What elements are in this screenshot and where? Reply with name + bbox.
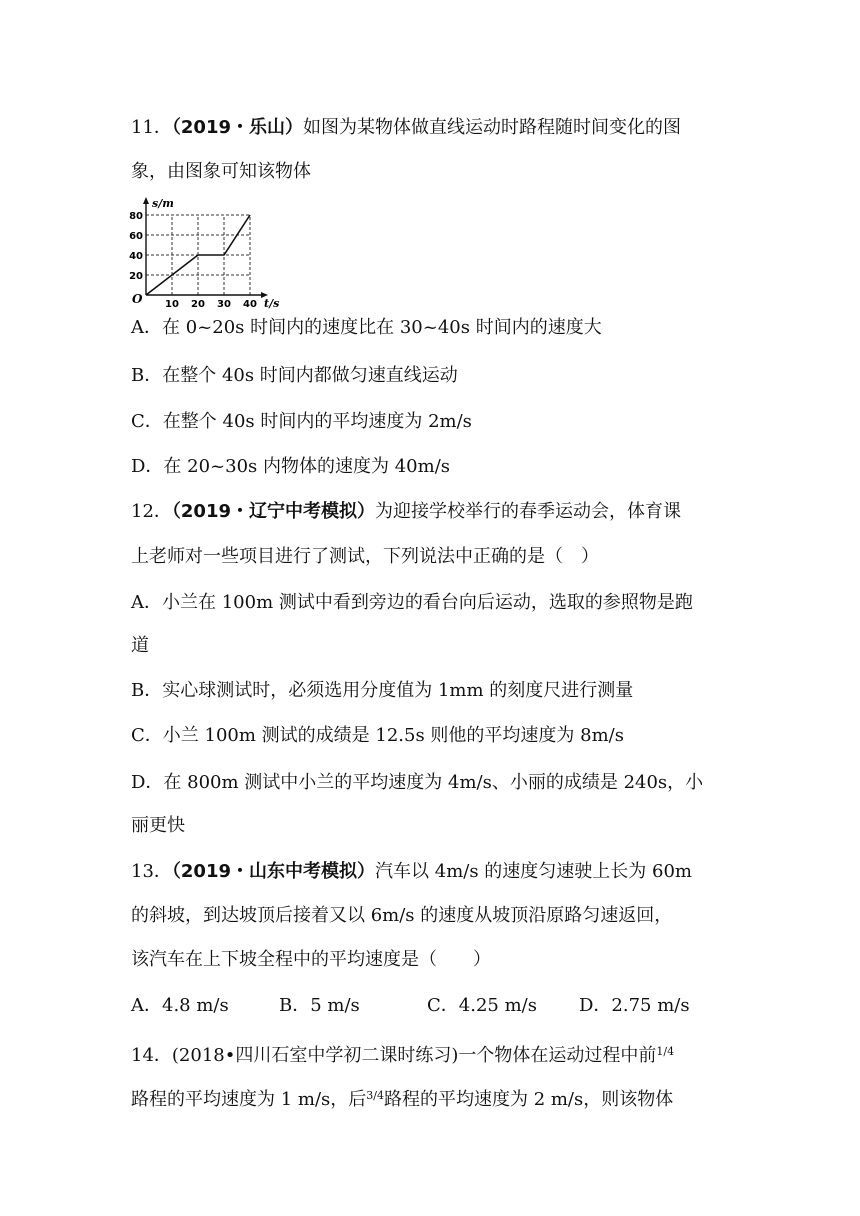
q14-stem-text: 一个物体在运动过程中前	[458, 1045, 657, 1066]
y-tick-label-80: 80	[129, 211, 143, 222]
q11-stem-text: 如图为某物体做直线运动时路程随时间变化的图	[303, 117, 682, 138]
q11-source: （2019・乐山）	[171, 117, 304, 138]
distance-time-graph	[128, 190, 288, 312]
q13-option-a: A．4.8 m/s	[131, 995, 229, 1016]
q14-source: (2018•四川石室中学初二课时练习)	[171, 1045, 459, 1066]
q14-stem-text-2b: 路程的平均速度为 2 m/s，则该物体	[383, 1089, 674, 1110]
q12-stem-line-2: 上老师对一些项目进行了测试，下列说法中正确的是（ ）	[131, 546, 599, 567]
q12-option-a-line-2: 道	[131, 635, 149, 656]
x-axis-label: t/s	[264, 297, 280, 310]
q14-fraction-one-quarter: 1/4	[656, 1045, 675, 1058]
q13-number: 13．	[131, 861, 172, 882]
y-axis-label: s/m	[152, 197, 174, 210]
origin-label: O	[132, 292, 143, 306]
q12-option-b: B．实心球测试时，必须选用分度值为 1mm 的刻度尺进行测量	[131, 680, 634, 701]
y-tick-label-40: 40	[129, 251, 143, 262]
q11-option-a: A．在 0~20s 时间内的速度比在 30~40s 时间内的速度大	[131, 317, 602, 338]
q13-option-b: B．5 m/s	[279, 995, 360, 1016]
q12-stem-text: 为迎接学校举行的春季运动会，体育课	[375, 501, 682, 522]
q11-option-d: D．在 20~30s 内物体的速度为 40m/s	[131, 456, 450, 477]
q14-stem-line-2	[131, 1084, 673, 1112]
q13-stem-line-1	[131, 860, 692, 884]
q14-number: 14．	[131, 1045, 172, 1066]
q12-option-a-line-1: A．小兰在 100m 测试中看到旁边的看台向后运动，选取的参照物是跑	[131, 592, 693, 613]
q12-source: （2019・辽宁中考模拟）	[171, 501, 376, 522]
q13-source: （2019・山东中考模拟）	[171, 861, 376, 882]
q13-stem-line-3: 该汽车在上下坡全程中的平均速度是（ ）	[131, 949, 491, 970]
q12-option-d-line-1: D．在 800m 测试中小兰的平均速度为 4m/s、小丽的成绩是 240s，小	[131, 772, 704, 793]
q13-options	[131, 994, 690, 1018]
y-tick-label-60: 60	[129, 231, 143, 242]
q14-fraction-three-quarters: 3/4	[366, 1089, 384, 1102]
q14-stem-line-1	[131, 1040, 674, 1068]
q12-option-d-line-2: 丽更快	[131, 815, 185, 836]
q13-option-c: C．4.25 m/s	[427, 995, 537, 1016]
x-tick-label-20: 20	[191, 299, 205, 310]
q12-number: 12．	[131, 501, 172, 522]
q13-stem-text: 汽车以 4m/s 的速度匀速驶上长为 60m	[375, 861, 692, 882]
y-tick-label-20: 20	[129, 271, 143, 282]
q11-stem-line-1	[131, 116, 681, 140]
q13-option-d: D．2.75 m/s	[579, 995, 690, 1016]
x-tick-label-10: 10	[165, 299, 179, 310]
q13-stem-line-2: 的斜坡，到达坡顶后接着又以 6m/s 的速度从坡顶沿原路匀速返回，	[131, 905, 673, 926]
x-tick-label-30: 30	[217, 299, 231, 310]
q11-option-b: B．在整个 40s 时间内都做匀速直线运动	[131, 365, 458, 386]
x-tick-label-40: 40	[243, 299, 257, 310]
q11-stem-line-2: 象，由图象可知该物体	[131, 161, 311, 182]
y-axis-arrow	[143, 197, 149, 204]
q12-stem-line-1	[131, 500, 681, 524]
q11-option-c: C．在整个 40s 时间内的平均速度为 2m/s	[131, 411, 472, 432]
q11-number: 11．	[131, 117, 172, 138]
q12-option-c: C．小兰 100m 测试的成绩是 12.5s 则他的平均速度为 8m/s	[131, 725, 624, 746]
q14-stem-text-2a: 路程的平均速度为 1 m/s，后	[131, 1089, 367, 1110]
